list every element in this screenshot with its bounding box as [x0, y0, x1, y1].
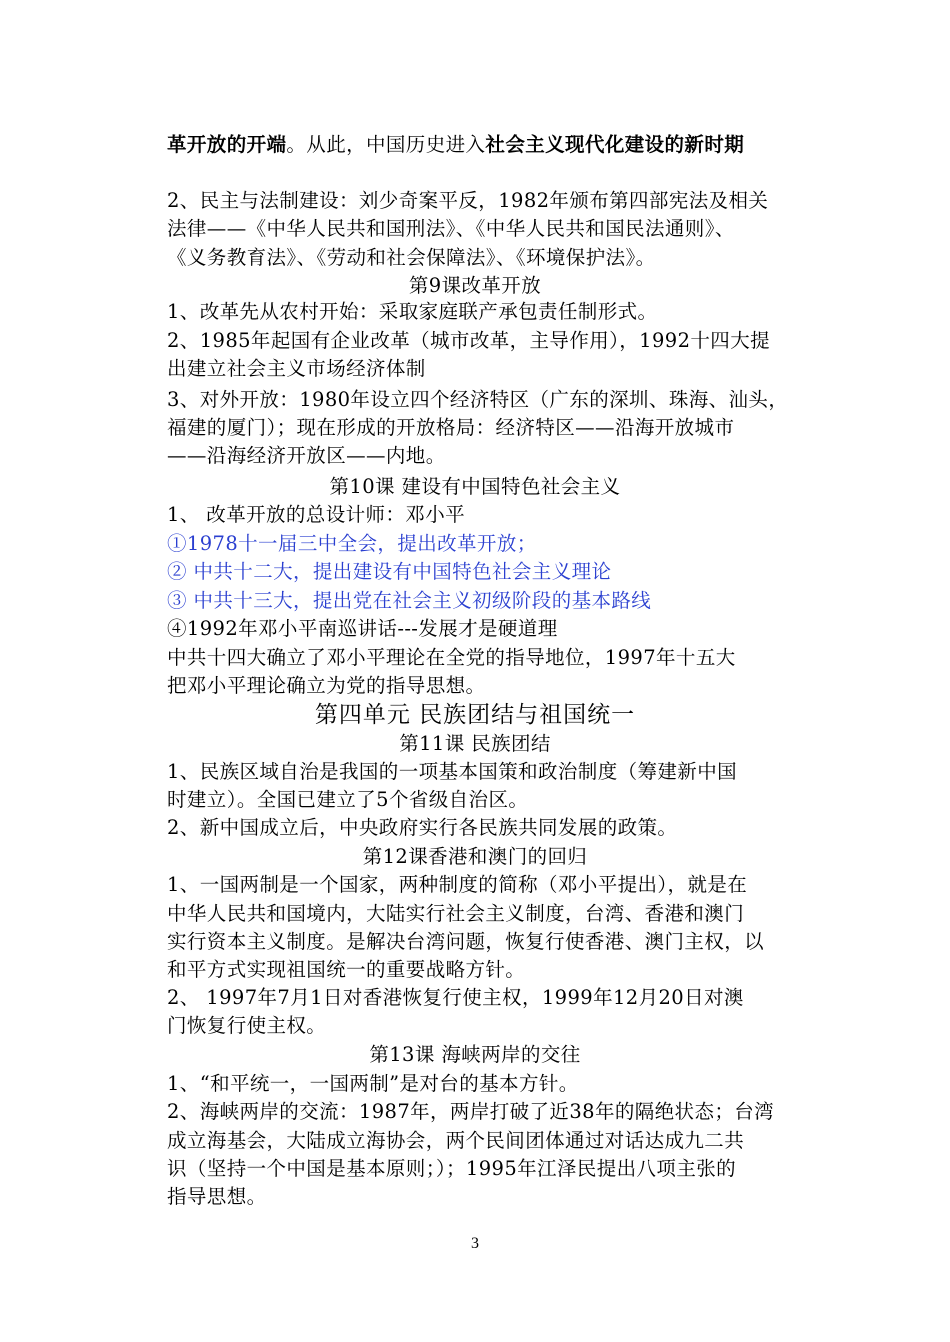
text-line: 实行资本主义制度。是解决台湾问题，恢复行使香港、澳门主权，以 — [167, 930, 765, 953]
highlight-line: ③ 中共十三大，提出党在社会主义初级阶段的基本路线 — [167, 589, 652, 612]
text-line: 成立海基会，大陆成立海协会，两个民间团体通过对话达成九二共 — [167, 1129, 745, 1152]
text-line: 1、“和平统一，一国两制”是对台的基本方针。 — [167, 1072, 579, 1095]
text-line: ——沿海经济开放区——内地。 — [167, 444, 446, 467]
bold-phrase: 社会主义现代化建设的新时期 — [485, 133, 745, 156]
text-line: 中华人民共和国境内，大陆实行社会主义制度，台湾、香港和澳门 — [167, 902, 745, 925]
text-line: 1、一国两制是一个国家，两种制度的简称（邓小平提出），就是在 — [167, 873, 748, 896]
text-line: 识（坚持一个中国是基本原则；）；1995年江泽民提出八项主张的 — [167, 1157, 737, 1180]
text-line: 3、对外开放：1980年设立四个经济特区（广东的深圳、珠海、汕头， — [167, 388, 789, 411]
highlight-line: ② 中共十二大，提出建设有中国特色社会主义理论 — [167, 560, 612, 583]
text-line: 2、 1997年7月1日对香港恢复行使主权，1999年12月20日对澳 — [167, 986, 744, 1009]
text-line: 福建的厦门）；现在形成的开放格局：经济特区——沿海开放城市 — [167, 416, 735, 439]
text-line: 出建立社会主义市场经济体制 — [167, 357, 426, 380]
text-line: 时建立）。全国已建立了5个省级自治区。 — [167, 788, 529, 811]
text-line: 把邓小平理论确立为党的指导思想。 — [167, 674, 486, 697]
text-line: 2、1985年起国有企业改革（城市改革，主导作用），1992十四大提 — [167, 329, 771, 352]
highlight-line: ①1978十一届三中全会，提出改革开放； — [167, 532, 537, 555]
text-line: 2、海峡两岸的交流：1987年，两岸打破了近38年的隔绝状态；台湾 — [167, 1100, 775, 1123]
lesson-title: 第11课 民族团结 — [399, 732, 551, 755]
text-line — [167, 131, 792, 159]
text-line: 和平方式实现祖国统一的重要战略方针。 — [167, 958, 526, 981]
text-line: 法律——《中华人民共和国刑法》、《中华人民共和国民法通则》、 — [167, 217, 735, 240]
unit-title: 第四单元 民族团结与祖国统一 — [314, 702, 636, 728]
text-line: 1、改革先从农村开始：采取家庭联产承包责任制形式。 — [167, 300, 658, 323]
text-line: 中共十四大确立了邓小平理论在全党的指导地位，1997年十五大 — [167, 646, 736, 669]
text-line: 2、新中国成立后，中央政府实行各民族共同发展的政策。 — [167, 816, 678, 839]
page-number: 3 — [471, 1235, 479, 1252]
lesson-title: 第12课香港和澳门的回归 — [362, 845, 588, 868]
bold-phrase: 革开放的开端 — [167, 133, 287, 156]
lesson-title: 第10课 建设有中国特色社会主义 — [329, 475, 621, 498]
lesson-title: 第13课 海峡两岸的交往 — [369, 1043, 581, 1066]
text-line: 1、民族区域自治是我国的一项基本国策和政治制度（筹建新中国 — [167, 760, 738, 783]
text-line: 1、 改革开放的总设计师：邓小平 — [167, 503, 466, 526]
text-line: 门恢复行使主权。 — [167, 1014, 327, 1037]
text-segment: 。从此，中国历史进入 — [286, 133, 486, 156]
text-line: 指导思想。 — [167, 1185, 267, 1208]
text-line: ④1992年邓小平南巡讲话---发展才是硬道理 — [167, 617, 558, 640]
text-line: 2、民主与法制建设：刘少奇案平反，1982年颁布第四部宪法及相关 — [167, 189, 769, 212]
lesson-title: 第9课改革开放 — [408, 274, 542, 297]
text-line: 《义务教育法》、《劳动和社会保障法》、《环境保护法》。 — [167, 246, 656, 269]
